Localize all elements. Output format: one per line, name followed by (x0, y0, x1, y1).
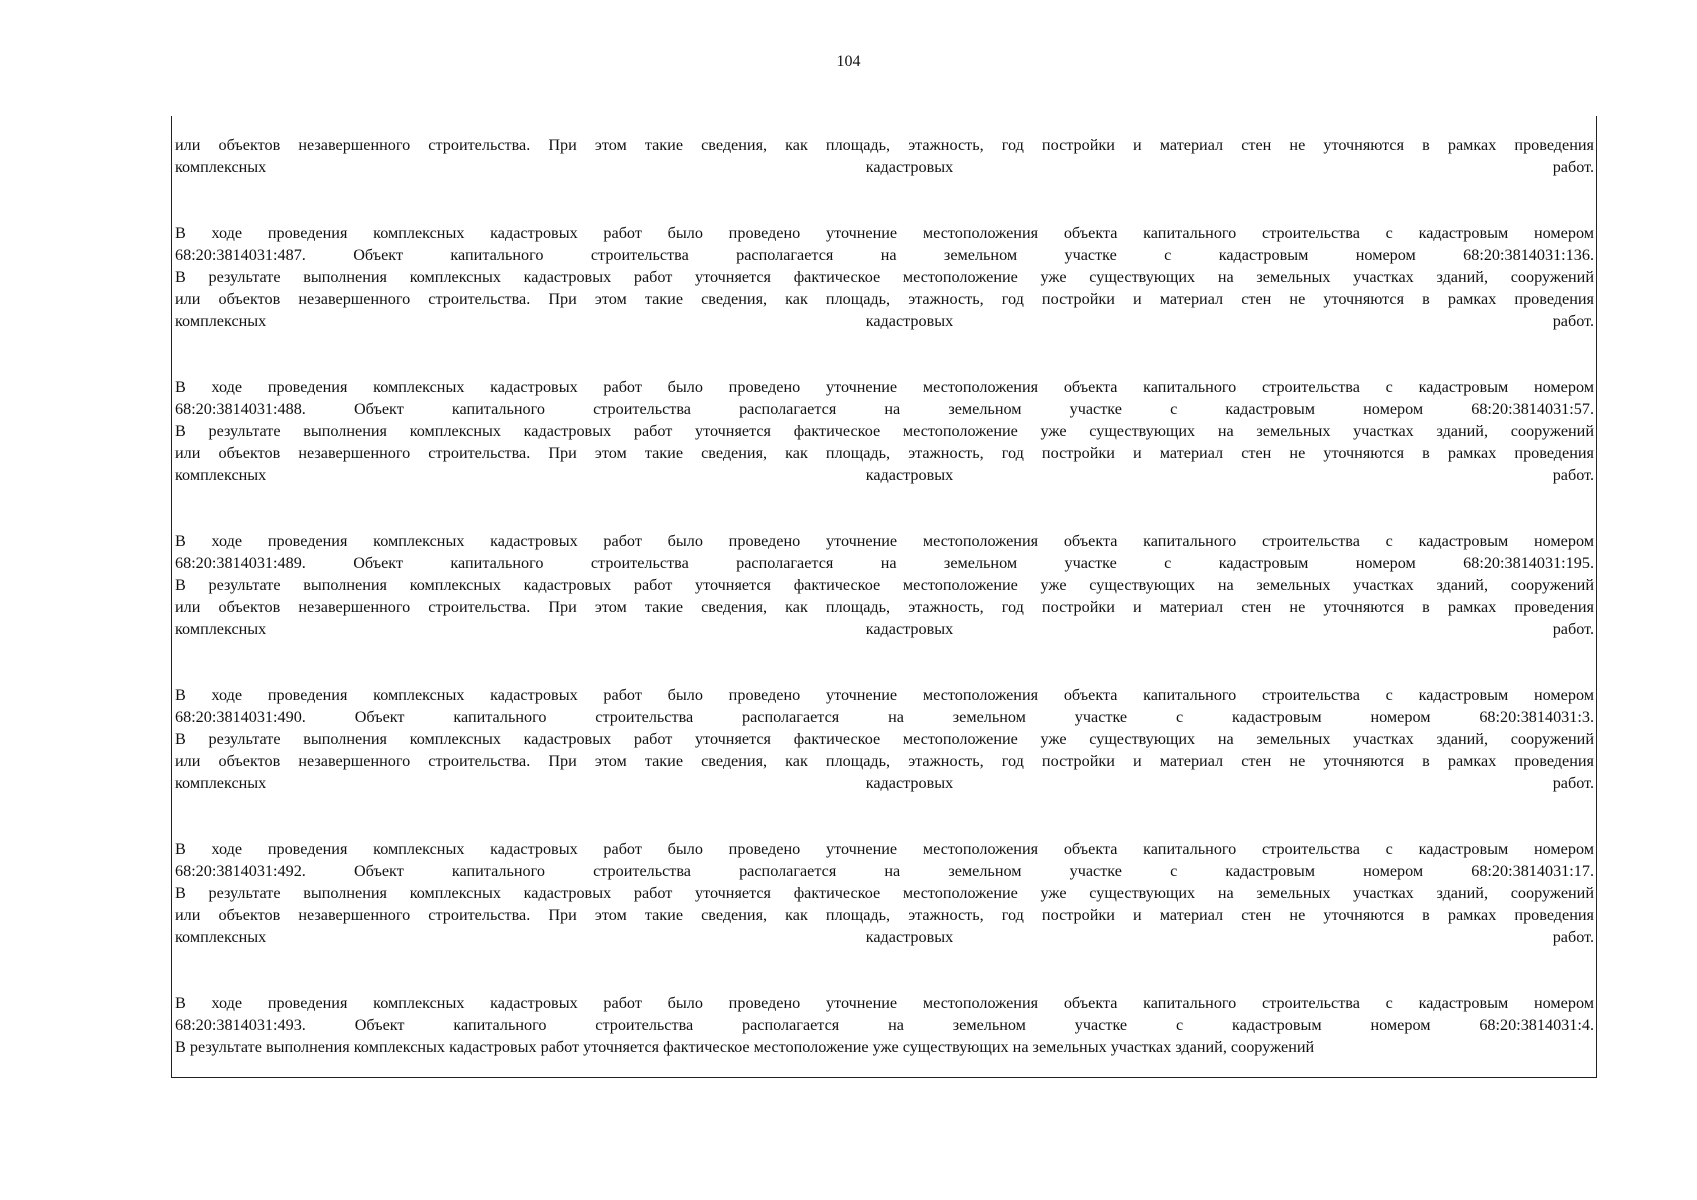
text-line: или объектов незавершенного строительства. При этом такие сведения, как площадь, этажность, год постройки и материал стен не уточняются в рамках проведения (175, 752, 1594, 770)
page-number: 104 (836, 53, 861, 70)
text-line: комплексных кадастровых работ. (175, 620, 1594, 638)
paragraph (175, 530, 1594, 640)
paragraph (175, 838, 1594, 948)
paragraph (175, 684, 1594, 794)
text-line: комплексных кадастровых работ. (175, 466, 1594, 484)
text-line: комплексных кадастровых работ. (175, 928, 1594, 946)
text-line: 68:20:3814031:490. Объект капитального строительства располагается на земельном участке с кадастровым номером 68:20:3814031:3. (175, 708, 1594, 726)
text-line: 68:20:3814031:492. Объект капитального строительства располагается на земельном участке с кадастровым номером 68:20:3814031:17. (175, 862, 1594, 880)
paragraph (175, 222, 1594, 332)
text-line: комплексных кадастровых работ. (175, 312, 1594, 330)
text-line: комплексных кадастровых работ. (175, 774, 1594, 792)
text-line: или объектов незавершенного строительства. При этом такие сведения, как площадь, этажность, год постройки и материал стен не уточняются в рамках проведения (175, 136, 1594, 154)
paragraph (175, 376, 1594, 486)
text-line: 68:20:3814031:493. Объект капитального строительства располагается на земельном участке с кадастровым номером 68:20:3814031:4. (175, 1016, 1594, 1034)
text-line: В ходе проведения комплексных кадастровых работ было проведено уточнение местоположения объекта капитального строительства с кадастровым номером (175, 532, 1594, 550)
text-line: В результате выполнения комплексных кадастровых работ уточняется фактическое местоположение уже существующих на земельных участках зданий, сооружений (175, 1038, 1315, 1056)
paragraph (175, 134, 1594, 178)
text-line: В ходе проведения комплексных кадастровых работ было проведено уточнение местоположения объекта капитального строительства с кадастровым номером (175, 840, 1594, 858)
text-line: В ходе проведения комплексных кадастровых работ было проведено уточнение местоположения объекта капитального строительства с кадастровым номером (175, 994, 1594, 1012)
text-line: В результате выполнения комплексных кадастровых работ уточняется фактическое местоположение уже существующих на земельных участках зданий, сооружений (175, 730, 1594, 748)
paragraph (175, 992, 1594, 1058)
text-line: В результате выполнения комплексных кадастровых работ уточняется фактическое местоположение уже существующих на земельных участках зданий, сооружений (175, 268, 1594, 286)
document-body (171, 116, 1597, 1078)
text-line: В ходе проведения комплексных кадастровых работ было проведено уточнение местоположения объекта капитального строительства с кадастровым номером (175, 686, 1594, 704)
text-line: комплексных кадастровых работ. (175, 158, 1594, 176)
text-line: В результате выполнения комплексных кадастровых работ уточняется фактическое местоположение уже существующих на земельных участках зданий, сооружений (175, 422, 1594, 440)
text-line: 68:20:3814031:488. Объект капитального строительства располагается на земельном участке с кадастровым номером 68:20:3814031:57. (175, 400, 1594, 418)
text-line: В результате выполнения комплексных кадастровых работ уточняется фактическое местоположение уже существующих на земельных участках зданий, сооружений (175, 884, 1594, 902)
text-line: В ходе проведения комплексных кадастровых работ было проведено уточнение местоположения объекта капитального строительства с кадастровым номером (175, 378, 1594, 396)
text-line: или объектов незавершенного строительства. При этом такие сведения, как площадь, этажность, год постройки и материал стен не уточняются в рамках проведения (175, 444, 1594, 462)
text-line: или объектов незавершенного строительства. При этом такие сведения, как площадь, этажность, год постройки и материал стен не уточняются в рамках проведения (175, 598, 1594, 616)
text-line: В ходе проведения комплексных кадастровых работ было проведено уточнение местоположения объекта капитального строительства с кадастровым номером (175, 224, 1594, 242)
text-line: 68:20:3814031:489. Объект капитального строительства располагается на земельном участке с кадастровым номером 68:20:3814031:195. (175, 554, 1594, 572)
text-line: 68:20:3814031:487. Объект капитального строительства располагается на земельном участке с кадастровым номером 68:20:3814031:136. (175, 246, 1594, 264)
text-line: или объектов незавершенного строительства. При этом такие сведения, как площадь, этажность, год постройки и материал стен не уточняются в рамках проведения (175, 290, 1594, 308)
text-line: или объектов незавершенного строительства. При этом такие сведения, как площадь, этажность, год постройки и материал стен не уточняются в рамках проведения (175, 906, 1594, 924)
text-line: В результате выполнения комплексных кадастровых работ уточняется фактическое местоположение уже существующих на земельных участках зданий, сооружений (175, 576, 1594, 594)
